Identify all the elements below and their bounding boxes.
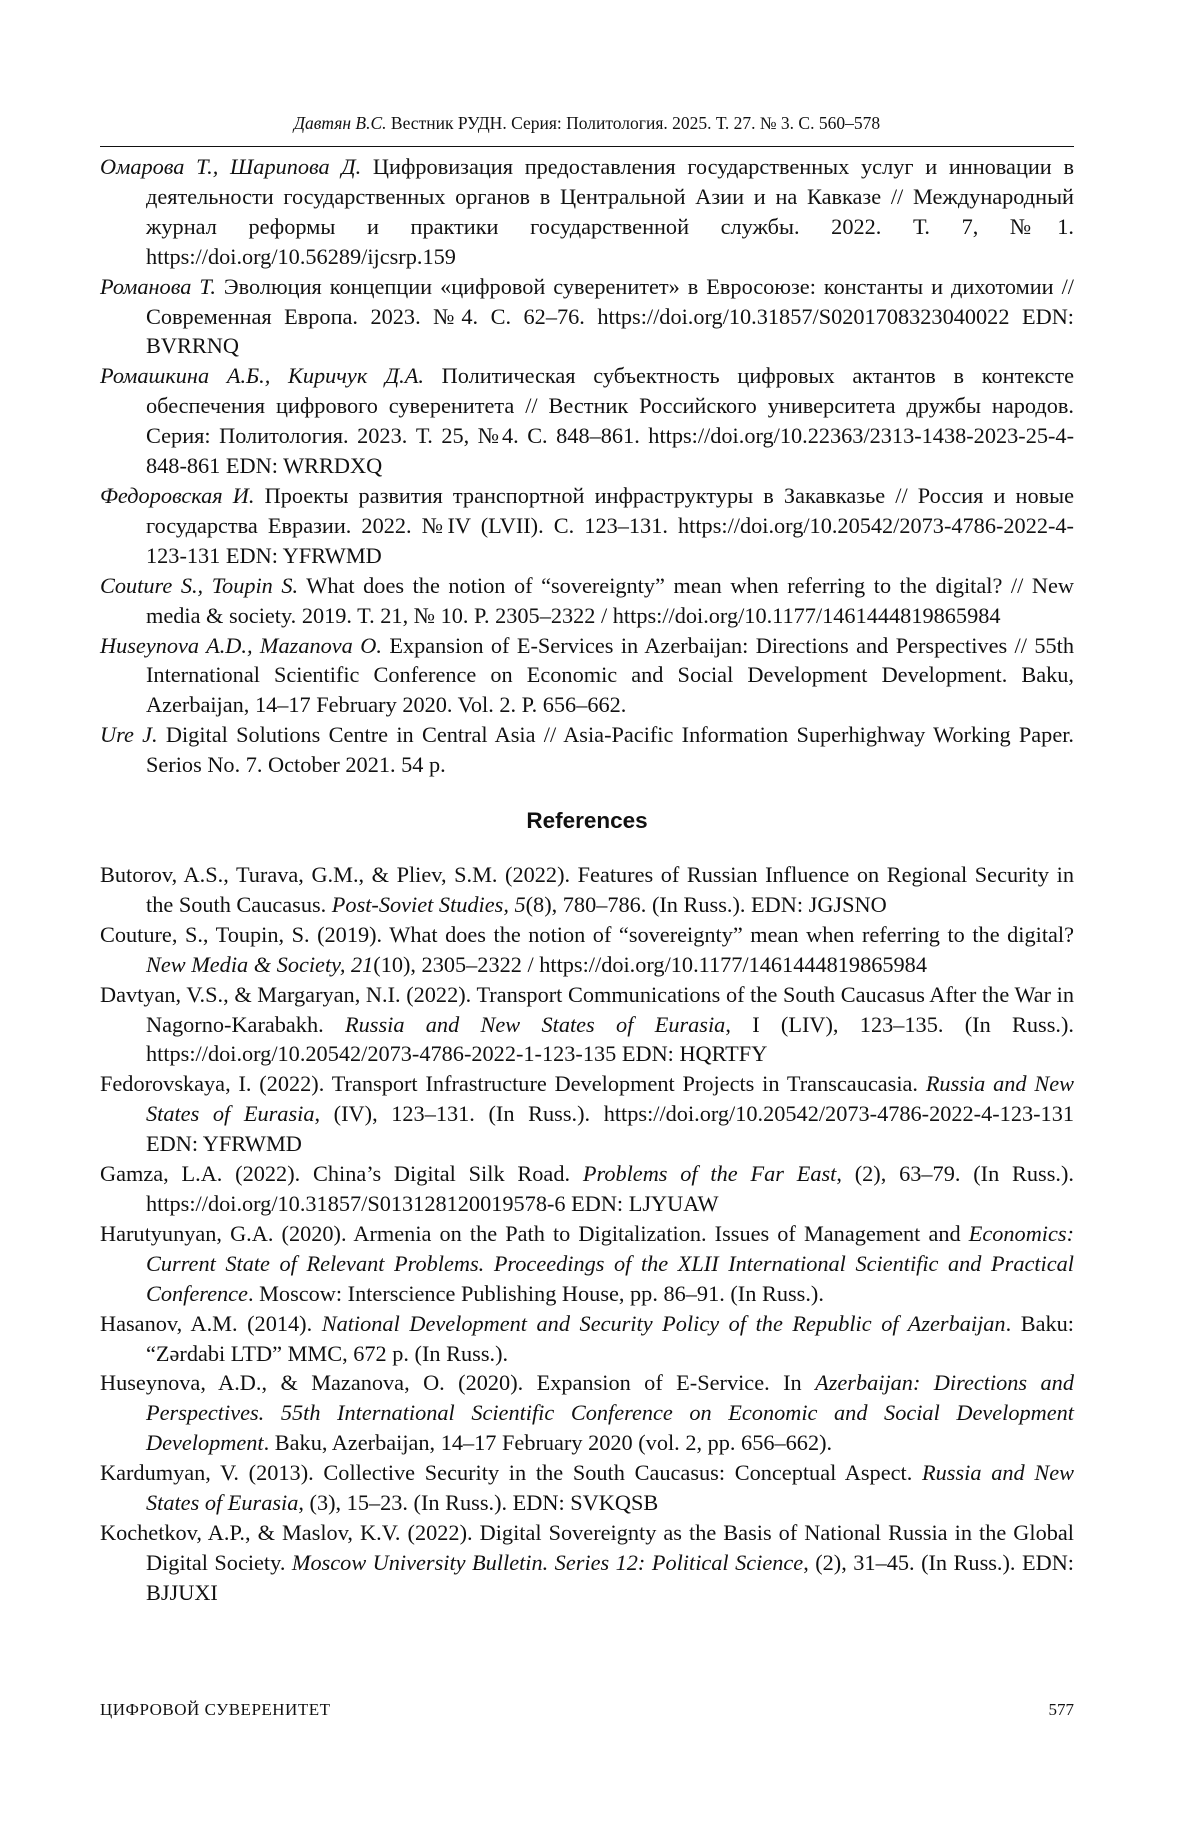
reference-entry — [100, 481, 1074, 571]
reference-text: Gamza, L.A. (2022). China’s Digital Silk Road. — [100, 1161, 583, 1187]
reference-text: (10), 2305–2322 / https://doi.org/10.1177/1461444819865984 — [373, 951, 927, 977]
reference-entry — [100, 1368, 1074, 1458]
page-number: 577 — [1048, 1700, 1074, 1719]
reference-authors: Романова Т. — [100, 273, 216, 299]
reference-text: Kochetkov, A.P., & Maslov, K.V. (2022). Digital Sovereignty as the Basis of National Russia in the Global Digital Society. — [100, 1519, 1074, 1575]
reference-text: Huseynova, A.D., & Mazanova, O. (2020). Expansion of E-Service. In — [100, 1370, 816, 1396]
reference-entry — [100, 1159, 1074, 1219]
reference-entry — [100, 1069, 1074, 1159]
reference-journal: Russia and New States of Eurasia — [146, 1071, 1074, 1127]
running-head-authors: Давтян В.С. — [293, 113, 387, 133]
reference-text: Fedorovskaya, I. (2022). Transport Infrastructure Development Projects in Transcaucasia. — [100, 1071, 926, 1097]
reference-entry — [100, 571, 1074, 631]
reference-journal: New Media & Society, 21 — [146, 951, 374, 977]
english-reference-list — [100, 860, 1074, 1608]
reference-entry — [100, 1458, 1074, 1518]
reference-authors: Федоровская И. — [100, 482, 255, 508]
header-rule — [100, 146, 1074, 147]
reference-entry — [100, 980, 1074, 1070]
reference-text: . Moscow: Interscience Publishing House, pp. 86–91. (In Russ.). — [247, 1280, 824, 1306]
reference-text: Цифровизация предоставления государственных услуг и инновации в деятельности государственных органов в Центральной Азии и на Кавказе // Международный журнал реформы и практики государственной службы. 2022. Т. 7, №1. https://doi.org/10.56289/ijcsrp.159 — [146, 154, 1074, 269]
reference-authors: Омарова Т., Шарипова Д. — [100, 154, 362, 179]
reference-entry — [100, 720, 1074, 780]
reference-entry — [100, 152, 1074, 272]
reference-journal: Post-Soviet Studies, 5 — [331, 891, 526, 917]
reference-entry — [100, 272, 1074, 362]
reference-entry — [100, 1309, 1074, 1369]
reference-text: , (2), 63–79. (In Russ.). https://doi.org/10.31857/S013128120019578-6 EDN: LJYUAW — [146, 1161, 1074, 1216]
reference-journal: Russia and New States of Eurasia — [146, 1460, 1074, 1516]
reference-text: Davtyan, V.S., & Margaryan, N.I. (2022). Transport Communications of the South Caucasus After the War in Nagorno-Karabakh. — [100, 981, 1074, 1037]
reference-text: , (3), 15–23. (In Russ.). EDN: SVKQSB — [298, 1490, 659, 1516]
reference-journal: Russia and New States of Eurasia — [345, 1011, 726, 1037]
reference-text: . Baku, Azerbaijan, 14–17 February 2020 (vol. 2, pp. 656–662). — [263, 1430, 833, 1456]
footer-section-title: ЦИФРОВОЙ СУВЕРЕНИТЕТ — [100, 1700, 331, 1719]
references-heading: References — [526, 808, 648, 833]
reference-journal: Problems of the Far East — [582, 1161, 837, 1187]
reference-text: (8), 780–786. (In Russ.). EDN: JGJSNO — [525, 891, 887, 917]
russian-reference-list — [100, 152, 1074, 780]
reference-text: Эволюция концепции «цифровой суверенитет» в Евросоюзе: константы и дихотомии // Современная Европа. 2023. №4. С. 62–76. https://doi.org/10.31857/S0201708323040022 EDN: BVRRNQ — [146, 273, 1074, 359]
running-head-citation: Вестник РУДН. Серия: Политология. 2025. Т. 27. № 3. С. 560–578 — [390, 113, 881, 133]
reference-text: Digital Solutions Centre in Central Asia // Asia-Pacific Information Superhighway Working Paper. Serios No. 7. October 2021. 54 p. — [146, 722, 1074, 778]
reference-authors: Huseynova A.D., Mazanova O. — [100, 632, 382, 658]
reference-entry — [100, 361, 1074, 481]
reference-text: , (IV), 123–131. (In Russ.). https://doi.org/10.20542/2073-4786-2022-4-123-131 EDN: YFRWMD — [146, 1101, 1074, 1157]
running-head — [100, 113, 1074, 134]
reference-entry — [100, 631, 1074, 721]
reference-text: Kardumyan, V. (2013). Collective Security in the South Caucasus: Conceptual Aspect. — [100, 1460, 922, 1486]
reference-entry — [100, 1219, 1074, 1309]
reference-authors: Couture S., Toupin S. — [100, 572, 299, 598]
reference-text: Проекты развития транспортной инфраструктуры в Закавказье // Россия и новые государства Евразии. 2022. №IV (LVII). С. 123–131. https://doi.org/10.20542/2073-4786-2022-4-123-131 EDN: YFRWMD — [146, 482, 1074, 568]
reference-authors: Ure J. — [100, 722, 158, 748]
reference-text: Hasanov, A.M. (2014). — [100, 1310, 322, 1336]
reference-entry — [100, 1518, 1074, 1608]
reference-journal: National Development and Security Policy of the Republic of Azerbaijan — [321, 1310, 1006, 1336]
reference-text: , (2), 31–45. (In Russ.). EDN: BJJUXI — [146, 1549, 1074, 1605]
reference-text: What does the notion of “sovereignty” mean when referring to the digital? // New media & society. 2019. T. 21, № 10. P. 2305–2322 / https://doi.org/10.1177/1461444819865984 — [146, 572, 1074, 628]
reference-journal: Moscow University Bulletin. Series 12: Political Science — [291, 1549, 804, 1575]
reference-journal: Economics: Current State of Relevant Problems. Proceedings of the XLII International Scientific and Practical Conference — [146, 1220, 1074, 1306]
reference-text: Expansion of E-Services in Azerbaijan: Directions and Perspectives // 55th International Scientific Conference on Economic and Social Development Development. Baku, Azerbaijan, 14–17 February 2020. Vol. 2. P. 656–662. — [146, 632, 1074, 718]
reference-entry — [100, 920, 1074, 980]
reference-text: Butorov, A.S., Turava, G.M., & Pliev, S.M. (2022). Features of Russian Influence on Regional Security in the South Caucasus. — [100, 862, 1074, 917]
reference-text: , I (LIV), 123–135. (In Russ.). https://doi.org/10.20542/2073-4786-2022-1-123-135 EDN: HQRTFY — [146, 1011, 1074, 1067]
reference-text: Harutyunyan, G.A. (2020). Armenia on the Path to Digitalization. Issues of Management and — [100, 1220, 969, 1246]
reference-entry — [100, 860, 1074, 920]
reference-text: . Baku: “Zərdabi LTD” MMC, 672 p. (In Russ.). — [146, 1310, 1074, 1366]
reference-text: Couture, S., Toupin, S. (2019). What does the notion of “sovereignty” mean when referring to the digital? — [100, 921, 1074, 947]
reference-journal: Azerbaijan: Directions and Perspectives. 55th International Scientific Conference on Economic and Social Development Development — [146, 1370, 1074, 1456]
reference-text: Политическая субъектность цифровых актантов в контексте обеспечения цифрового суверенитета // Вестник Российского университета дружбы народов. Серия: Политология. 2023. Т. 25, №4. С. 848–861. https://doi.org/10.22363/2313-1438-2023-25-4-848-861 EDN: WRRDXQ — [146, 363, 1074, 479]
reference-authors: Ромашкина А.Б., Киричук Д.А. — [100, 363, 424, 389]
